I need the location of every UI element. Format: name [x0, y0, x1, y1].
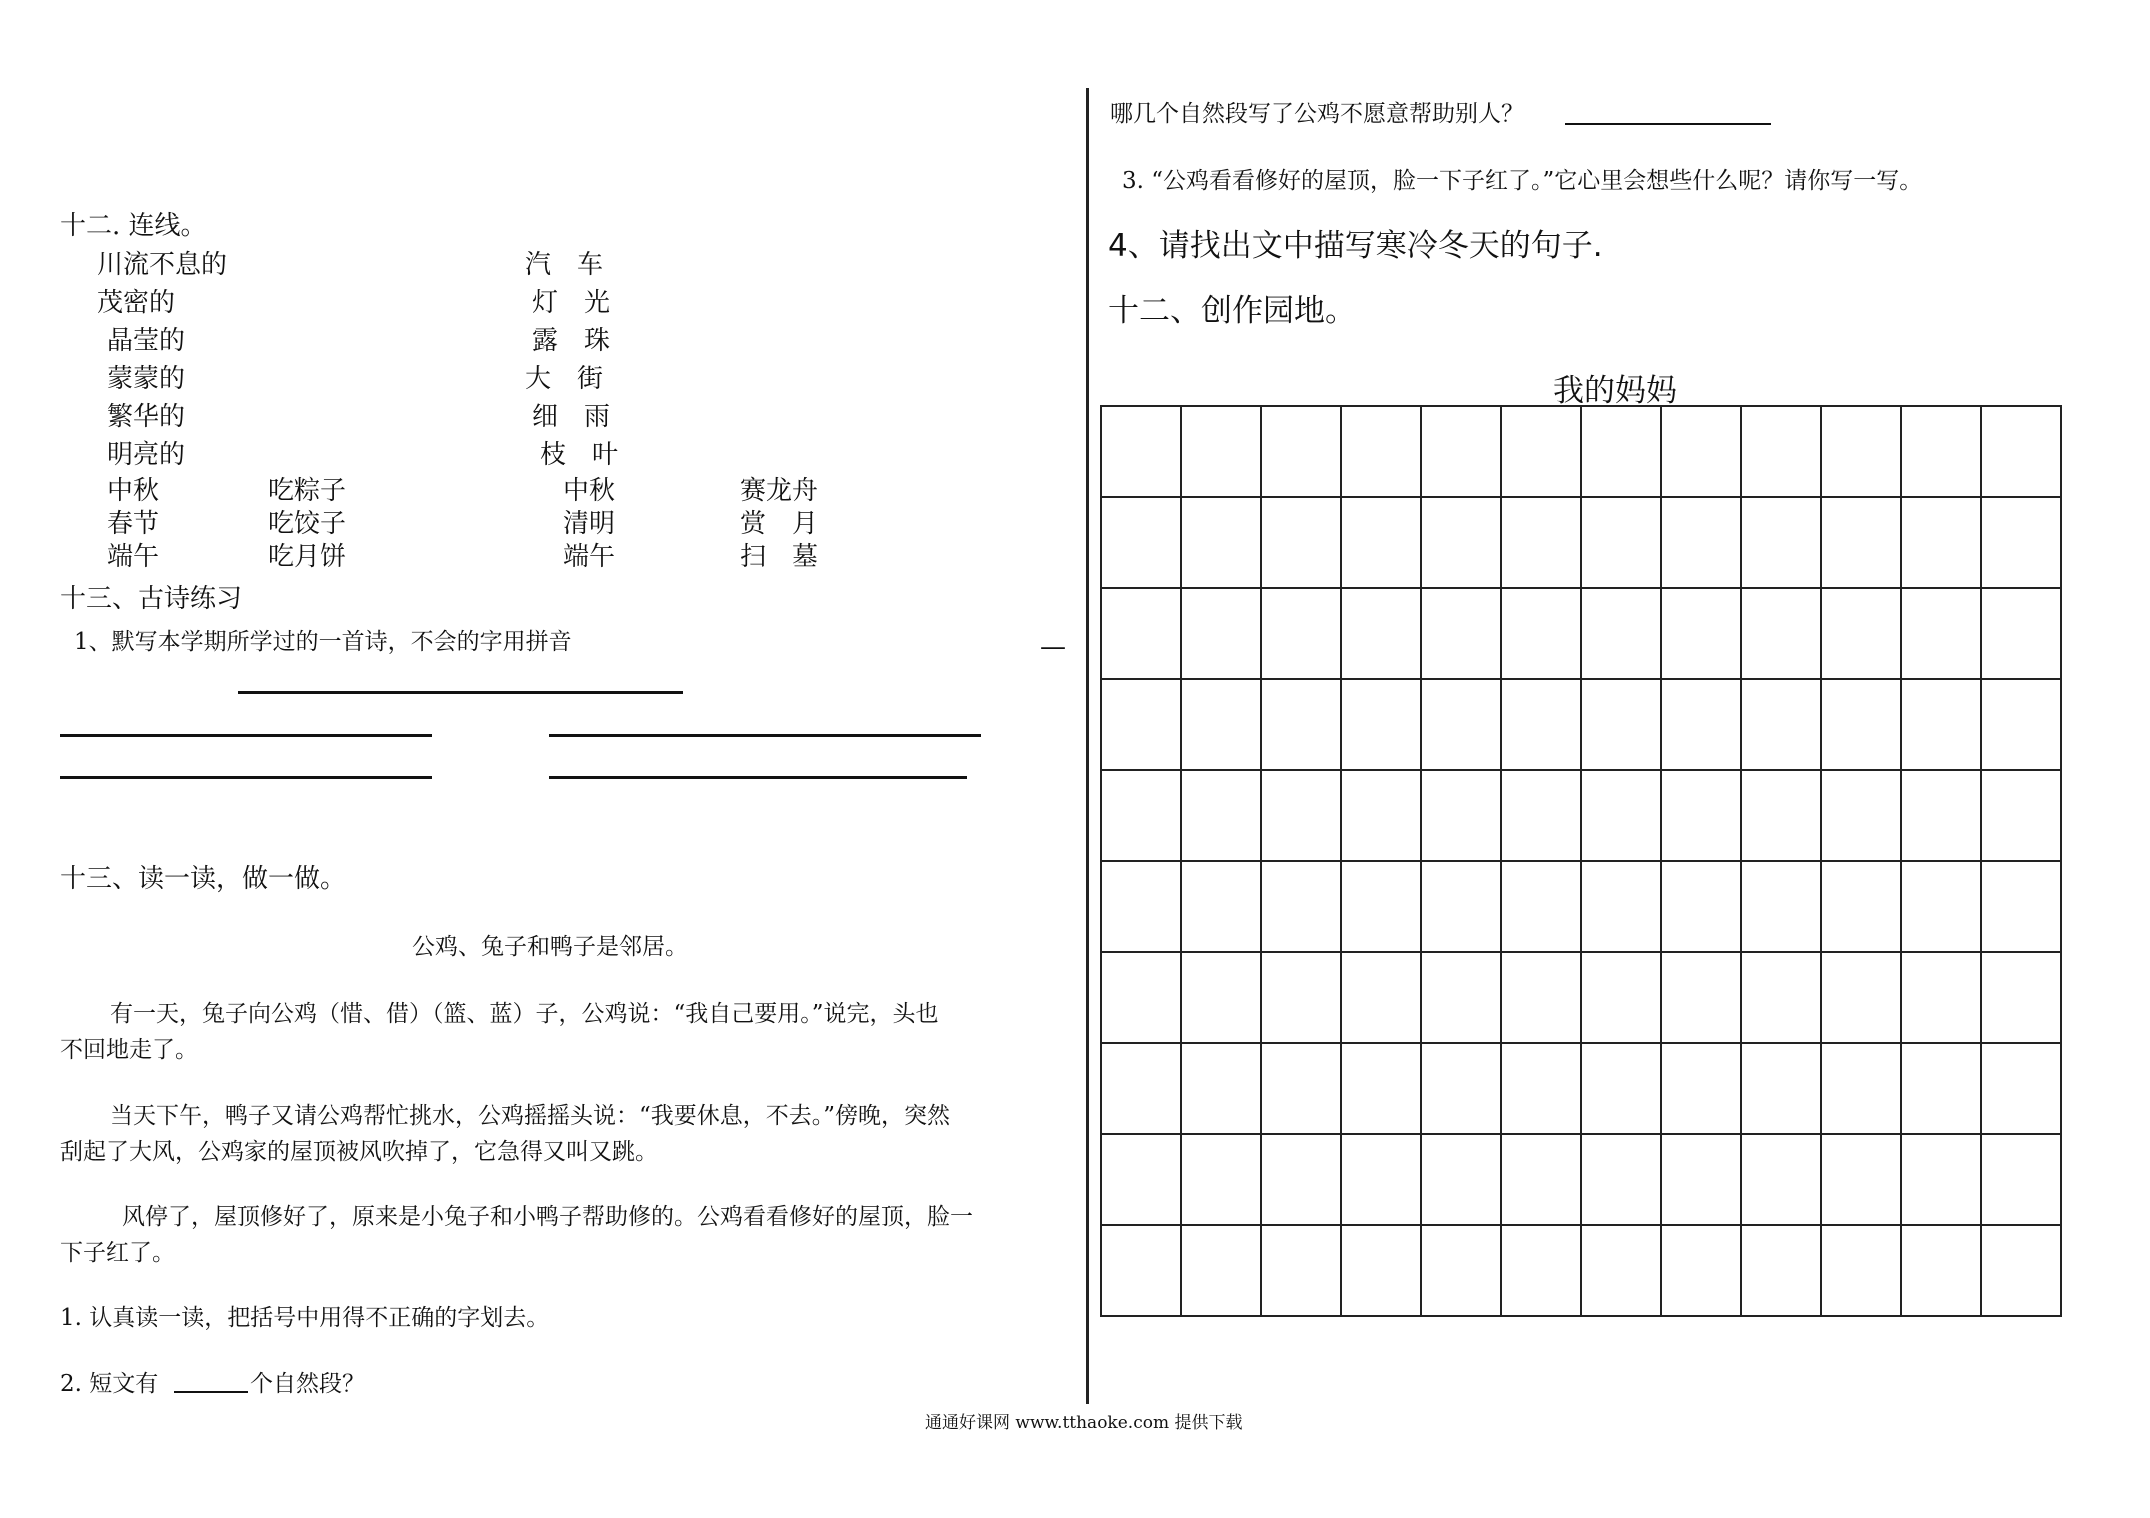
match-left-item: 茂密的: [97, 288, 176, 318]
grid-cell[interactable]: [1341, 1134, 1421, 1225]
grid-cell[interactable]: [1981, 952, 2061, 1043]
grid-cell[interactable]: [1981, 1134, 2061, 1225]
grid-cell[interactable]: [1261, 770, 1341, 861]
match-right-item: 灯 光: [532, 288, 611, 318]
answer-line: [60, 734, 432, 737]
grid-cell[interactable]: [1981, 1225, 2061, 1316]
grid-cell[interactable]: [1261, 679, 1341, 770]
grid-cell[interactable]: [1821, 406, 1901, 497]
grid-cell[interactable]: [1581, 1134, 1661, 1225]
grid-table: [1100, 405, 2062, 1317]
answer-line: [60, 776, 432, 779]
grid-row: [1101, 497, 2061, 588]
grid-cell[interactable]: [1901, 679, 1981, 770]
grid-cell[interactable]: [1181, 770, 1261, 861]
grid-cell[interactable]: [1901, 1043, 1981, 1134]
match-left-item: 蒙蒙的: [107, 364, 186, 394]
grid-cell[interactable]: [1901, 1134, 1981, 1225]
grid-cell[interactable]: [1741, 1043, 1821, 1134]
grid-cell[interactable]: [1261, 1043, 1341, 1134]
grid-cell[interactable]: [1341, 497, 1421, 588]
grid-cell[interactable]: [1661, 406, 1741, 497]
grid-cell[interactable]: [1981, 679, 2061, 770]
grid-cell[interactable]: [1821, 861, 1901, 952]
match-right-item: 露 珠: [532, 326, 611, 356]
grid-cell[interactable]: [1901, 497, 1981, 588]
grid-cell[interactable]: [1341, 406, 1421, 497]
question-paragraphs: 哪几个自然段写了公鸡不愿意帮助别人？: [1110, 101, 1524, 127]
grid-row: [1101, 1134, 2061, 1225]
grid-cell[interactable]: [1101, 770, 1181, 861]
grid-cell[interactable]: [1501, 770, 1581, 861]
grid-cell[interactable]: [1501, 1043, 1581, 1134]
grid-cell[interactable]: [1741, 497, 1821, 588]
grid-row: [1101, 1225, 2061, 1316]
festival-cell: 清明: [563, 509, 616, 539]
grid-cell[interactable]: [1101, 1225, 1181, 1316]
grid-row: [1101, 770, 2061, 861]
grid-cell[interactable]: [1181, 679, 1261, 770]
grid-cell[interactable]: [1101, 861, 1181, 952]
match-right-item: 大 街: [525, 364, 604, 394]
grid-cell[interactable]: [1181, 1134, 1261, 1225]
festival-cell: 赛龙舟: [740, 476, 819, 506]
grid-cell[interactable]: [1741, 952, 1821, 1043]
match-left-item: 明亮的: [107, 440, 186, 470]
grid-cell[interactable]: [1101, 497, 1181, 588]
grid-cell[interactable]: [1581, 770, 1661, 861]
blank-line[interactable]: [1565, 123, 1771, 125]
grid-cell[interactable]: [1821, 770, 1901, 861]
grid-cell[interactable]: [1821, 1043, 1901, 1134]
match-left-item: 晶莹的: [107, 326, 186, 356]
grid-cell[interactable]: [1421, 1043, 1501, 1134]
poem-question: 1、默写本学期所学过的一首诗，不会的字用拼音: [74, 629, 572, 655]
grid-cell[interactable]: [1421, 861, 1501, 952]
match-left-item: 川流不息的: [97, 250, 228, 280]
grid-cell[interactable]: [1661, 588, 1741, 679]
grid-cell[interactable]: [1901, 588, 1981, 679]
story-paragraph: 不回地走了。: [60, 1037, 198, 1063]
festival-cell: 中秋: [107, 476, 160, 506]
grid-cell[interactable]: [1181, 1043, 1261, 1134]
reading-heading: 十三、读一读，做一做。: [60, 864, 347, 894]
festival-cell: 赏 月: [740, 509, 819, 539]
answer-line: [549, 776, 967, 779]
grid-row: [1101, 1043, 2061, 1134]
grid-cell[interactable]: [1181, 952, 1261, 1043]
grid-cell[interactable]: [1581, 952, 1661, 1043]
grid-cell[interactable]: [1181, 406, 1261, 497]
grid-cell[interactable]: [1581, 861, 1661, 952]
grid-cell[interactable]: [1741, 588, 1821, 679]
grid-cell[interactable]: [1901, 952, 1981, 1043]
grid-cell[interactable]: [1261, 406, 1341, 497]
grid-row: [1101, 861, 2061, 952]
grid-cell[interactable]: [1101, 952, 1181, 1043]
grid-cell[interactable]: [1821, 952, 1901, 1043]
grid-cell[interactable]: [1501, 588, 1581, 679]
grid-cell[interactable]: [1661, 1225, 1741, 1316]
grid-cell[interactable]: [1821, 679, 1901, 770]
grid-cell[interactable]: [1101, 406, 1181, 497]
grid-cell[interactable]: [1981, 1043, 2061, 1134]
footer-credit: 通通好课网 www.tthaoke.com 提供下载: [925, 1413, 1243, 1433]
grid-cell[interactable]: [1741, 861, 1821, 952]
creation-heading: 十二、创作园地。: [1108, 293, 1356, 329]
grid-cell[interactable]: [1981, 406, 2061, 497]
grid-cell[interactable]: [1741, 1134, 1821, 1225]
grid-cell[interactable]: [1981, 497, 2061, 588]
grid-cell[interactable]: [1901, 1225, 1981, 1316]
grid-cell[interactable]: [1181, 497, 1261, 588]
grid-cell[interactable]: [1661, 1134, 1741, 1225]
grid-cell[interactable]: [1741, 406, 1821, 497]
grid-cell[interactable]: [1501, 679, 1581, 770]
grid-cell[interactable]: [1421, 406, 1501, 497]
grid-cell[interactable]: [1981, 588, 2061, 679]
answer-line: [549, 734, 981, 737]
grid-cell[interactable]: [1821, 588, 1901, 679]
festival-cell: 吃月饼: [268, 542, 347, 572]
grid-cell[interactable]: [1661, 861, 1741, 952]
grid-cell[interactable]: [1421, 679, 1501, 770]
grid-cell[interactable]: [1981, 770, 2061, 861]
answer-line: [238, 691, 683, 694]
grid-cell[interactable]: [1501, 497, 1581, 588]
grid-cell[interactable]: [1341, 679, 1421, 770]
grid-row: [1101, 406, 2061, 497]
grid-cell[interactable]: [1741, 679, 1821, 770]
grid-cell[interactable]: [1341, 1225, 1421, 1316]
column-divider: [1086, 88, 1089, 1404]
grid-cell[interactable]: [1581, 588, 1661, 679]
question-3: 3. “公鸡看看修好的屋顶，脸一下子红了。”它心里会想些什么呢？请你写一写。: [1122, 168, 1923, 194]
grid-cell[interactable]: [1101, 1043, 1181, 1134]
grid-cell[interactable]: [1581, 1225, 1661, 1316]
match-right-item: 汽 车: [525, 250, 604, 280]
grid-cell[interactable]: [1581, 497, 1661, 588]
grid-cell[interactable]: [1901, 770, 1981, 861]
grid-cell[interactable]: [1741, 1225, 1821, 1316]
grid-cell[interactable]: [1421, 588, 1501, 679]
grid-cell[interactable]: [1101, 679, 1181, 770]
story-title: 公鸡、兔子和鸭子是邻居。: [412, 934, 688, 960]
grid-cell[interactable]: [1501, 861, 1581, 952]
match-heading: 十二. 连线。: [60, 211, 207, 241]
grid-cell[interactable]: [1581, 1043, 1661, 1134]
grid-cell[interactable]: [1341, 952, 1421, 1043]
grid-row: [1101, 679, 2061, 770]
grid-cell[interactable]: [1581, 406, 1661, 497]
grid-cell[interactable]: [1421, 770, 1501, 861]
grid-cell[interactable]: [1261, 588, 1341, 679]
grid-cell[interactable]: [1661, 770, 1741, 861]
grid-cell[interactable]: [1741, 770, 1821, 861]
festival-cell: 中秋: [563, 476, 616, 506]
grid-cell[interactable]: [1661, 679, 1741, 770]
grid-cell[interactable]: [1341, 861, 1421, 952]
grid-cell[interactable]: [1821, 1134, 1901, 1225]
grid-row: [1101, 588, 2061, 679]
grid-cell[interactable]: [1101, 1134, 1181, 1225]
festival-cell: 吃饺子: [268, 509, 347, 539]
grid-cell[interactable]: [1501, 952, 1581, 1043]
grid-cell[interactable]: [1501, 1225, 1581, 1316]
festival-cell: 端午: [563, 542, 616, 572]
grid-cell[interactable]: [1181, 861, 1261, 952]
question-4: 4、请找出文中描写寒冷冬天的句子.: [1108, 228, 1603, 264]
grid-cell[interactable]: [1341, 1043, 1421, 1134]
grid-cell[interactable]: [1661, 1043, 1741, 1134]
writing-grid[interactable]: [1100, 405, 2062, 1317]
festival-cell: 端午: [107, 542, 160, 572]
story-paragraph: 风停了，屋顶修好了，原来是小兔子和小鸭子帮助修的。公鸡看看修好的屋顶，脸一: [122, 1204, 973, 1230]
question-2-suffix: 个自然段？: [250, 1371, 365, 1397]
story-paragraph: 当天下午，鸭子又请公鸡帮忙挑水，公鸡摇摇头说：“我要休息，不去。”傍晚，突然: [110, 1103, 951, 1129]
grid-cell[interactable]: [1421, 1134, 1501, 1225]
grid-cell[interactable]: [1901, 406, 1981, 497]
question-2-prefix: 2. 短文有: [60, 1371, 159, 1397]
grid-cell[interactable]: [1501, 406, 1581, 497]
story-paragraph: 下子红了。: [60, 1240, 175, 1266]
grid-cell[interactable]: [1661, 952, 1741, 1043]
grid-cell[interactable]: [1261, 952, 1341, 1043]
match-right-item: 枝 叶: [540, 440, 619, 470]
festival-cell: 吃粽子: [268, 476, 347, 506]
grid-cell[interactable]: [1341, 770, 1421, 861]
grid-cell[interactable]: [1261, 1134, 1341, 1225]
festival-cell: 春节: [107, 509, 160, 539]
grid-cell[interactable]: [1341, 588, 1421, 679]
grid-cell[interactable]: [1261, 1225, 1341, 1316]
grid-cell[interactable]: [1981, 861, 2061, 952]
blank-line[interactable]: [174, 1391, 248, 1393]
grid-cell[interactable]: [1101, 588, 1181, 679]
grid-cell[interactable]: [1501, 1134, 1581, 1225]
grid-cell[interactable]: [1261, 497, 1341, 588]
grid-cell[interactable]: [1421, 1225, 1501, 1316]
grid-cell[interactable]: [1821, 1225, 1901, 1316]
story-paragraph: 刮起了大风，公鸡家的屋顶被风吹掉了，它急得又叫又跳。: [60, 1139, 658, 1165]
grid-cell[interactable]: [1181, 1225, 1261, 1316]
grid-cell[interactable]: [1661, 497, 1741, 588]
grid-cell[interactable]: [1181, 588, 1261, 679]
grid-cell[interactable]: [1821, 497, 1901, 588]
poem-heading: 十三、古诗练习: [60, 584, 243, 614]
grid-cell[interactable]: [1421, 497, 1501, 588]
grid-cell[interactable]: [1261, 861, 1341, 952]
story-paragraph: 有一天，兔子向公鸡（惜、借）（篮、蓝）子，公鸡说：“我自己要用。”说完，头也: [110, 1001, 939, 1027]
grid-cell[interactable]: [1901, 861, 1981, 952]
dash-mark: —: [1040, 632, 1066, 662]
match-right-item: 细 雨: [532, 402, 611, 432]
grid-cell[interactable]: [1421, 952, 1501, 1043]
question-1: 1. 认真读一读，把括号中用得不正确的字划去。: [60, 1305, 550, 1331]
grid-cell[interactable]: [1581, 679, 1661, 770]
grid-row: [1101, 952, 2061, 1043]
essay-title: 我的妈妈: [1553, 373, 1677, 409]
match-left-item: 繁华的: [107, 402, 186, 432]
festival-cell: 扫 墓: [740, 542, 819, 572]
